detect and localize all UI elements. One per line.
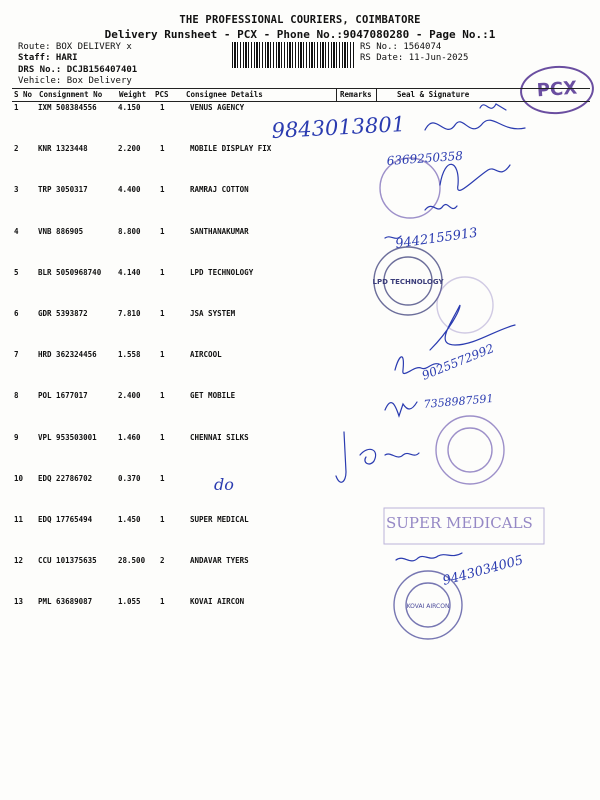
row-consignee: LPD TECHNOLOGY	[190, 267, 254, 277]
row-weight: 1.558	[118, 350, 141, 360]
handwritten-phone-row2: 6369250358	[386, 148, 464, 168]
handwritten-note-row10: do	[214, 475, 234, 494]
row-pcs: 1	[160, 597, 165, 607]
signature-row1	[425, 120, 525, 130]
handwritten-phone-row8: 7358987591	[423, 391, 494, 411]
row-sno: 7	[14, 350, 19, 360]
row-consignment-no: PML 63689087	[38, 597, 93, 607]
row-sno: 13	[14, 597, 24, 607]
col-sno: S No	[14, 90, 33, 99]
row-weight: 0.370	[118, 473, 141, 483]
row-consignment-no: BLR 5050968740	[38, 267, 102, 277]
col-consignee: Consignee Details	[186, 90, 263, 99]
handwritten-phone-row7: 9025572992	[419, 341, 496, 383]
row-consignee: JSA SYSTEM	[190, 309, 236, 318]
row-sno: 3	[14, 185, 19, 195]
row-consignee: SUPER MEDICAL	[190, 515, 249, 524]
signature-row3	[425, 204, 457, 210]
row-weight: 2.200	[118, 144, 141, 154]
row-sno: 9	[14, 432, 19, 442]
signature-row6	[430, 305, 515, 350]
row-sno: 4	[14, 226, 19, 236]
row-pcs: 1	[160, 350, 165, 360]
row-pcs: 1	[160, 144, 165, 154]
row-weight: 1.450	[118, 515, 141, 524]
row-consignee: VENUS AGENCY	[190, 103, 245, 112]
row-consignee: ANDAVAR TYERS	[190, 556, 249, 566]
row-sno: 5	[14, 267, 19, 277]
col-consignment: Consignment No	[39, 90, 103, 99]
row-pcs: 1	[160, 103, 165, 112]
row-consignment-no: KNR 1323448	[38, 144, 88, 154]
row-pcs: 1	[160, 185, 165, 195]
row-weight: 7.810	[118, 309, 141, 318]
row-sno: 10	[14, 473, 24, 483]
row-pcs: 1	[160, 309, 165, 318]
faint-stamp-row6	[437, 277, 493, 333]
row-consignment-no: IXM 508384556	[38, 103, 97, 112]
row-pcs: 1	[160, 473, 165, 483]
signature-row1-top	[480, 104, 506, 110]
row-consignee: RAMRAJ COTTON	[190, 185, 249, 195]
silks-stamp	[436, 416, 504, 484]
silks-stamp-inner	[448, 428, 492, 472]
row-consignment-no: VPL 953503001	[38, 432, 97, 442]
row-consignment-no: CCU 101375635	[38, 556, 97, 566]
kovai-stamp-text: KOVAI AIRCON	[406, 603, 450, 610]
row-sno: 1	[14, 103, 19, 112]
rs-number: RS No.: 1564074	[360, 42, 442, 52]
row-consignment-no: EDQ 22786702	[38, 473, 93, 483]
col-seal-signature: Seal & Signature	[397, 90, 470, 99]
super-medicals-stamp	[384, 508, 544, 544]
pcx-stamp: PCX	[518, 63, 595, 116]
staff-info: Staff: HARI	[18, 53, 78, 63]
handwritten-phone-row1: 9843013801	[271, 112, 406, 143]
row-sno: 11	[14, 515, 24, 524]
row-sno: 6	[14, 309, 19, 318]
row-pcs: 2	[160, 556, 165, 566]
row-pcs: 1	[160, 391, 165, 401]
row-consignment-no: POL 1677017	[38, 391, 88, 401]
col-pcs: PCS	[155, 90, 169, 99]
handwritten-phone-row4: 9442155913	[394, 225, 479, 252]
row-consignment-no: TRP 3050317	[38, 185, 88, 195]
route-info: Route: BOX DELIVERY x	[18, 42, 132, 52]
row-consignment-no: GDR 5393872	[38, 309, 88, 318]
row-consignee: AIRCOOL	[190, 350, 222, 360]
row-weight: 28.500	[118, 556, 146, 566]
col-weight: Weight	[119, 90, 147, 99]
handwritten-phone-row13: 9443034005	[441, 552, 525, 589]
signature-row2	[440, 164, 510, 190]
row-pcs: 1	[160, 432, 165, 442]
row-consignee: GET MOBILE	[190, 391, 236, 401]
super-medicals-text: SUPER MEDICALS	[386, 514, 533, 532]
row-weight: 4.140	[118, 267, 141, 277]
row-weight: 4.400	[118, 185, 141, 195]
row-consignee: CHENNAI SILKS	[190, 432, 249, 442]
row-pcs: 1	[160, 226, 165, 236]
row-consignment-no: VNB 886905	[38, 226, 84, 236]
row-consignment-no: HRD 362324456	[38, 350, 97, 360]
row-consignment-no: EDQ 17765494	[38, 515, 93, 524]
row-weight: 1.460	[118, 432, 141, 442]
col-remarks: Remarks	[340, 90, 372, 99]
row-weight: 1.055	[118, 597, 141, 607]
row-consignee: MOBILE DISPLAY FIX	[190, 144, 272, 154]
row-sno: 2	[14, 144, 19, 154]
row-consignee: SANTHANAKUMAR	[190, 226, 249, 236]
row-pcs: 1	[160, 515, 165, 524]
row-consignee: KOVAI AIRCON	[190, 597, 245, 607]
row-weight: 4.150	[118, 103, 141, 112]
company-title: THE PROFESSIONAL COURIERS, COIMBATORE	[179, 14, 421, 26]
row-pcs: 1	[160, 267, 165, 277]
lpd-stamp-text: LPD TECHNOLOGY	[372, 278, 444, 286]
signature-row10	[336, 432, 376, 482]
drs-info: DRS No.: DCJB156407401	[18, 65, 138, 75]
signature-row8	[385, 402, 417, 416]
rs-date: RS Date: 11-Jun-2025	[360, 53, 469, 63]
runsheet-title: Delivery Runsheet - PCX - Phone No.:9047080280 - Page No.:1	[104, 28, 496, 41]
vehicle-info: Vehicle: Box Delivery	[18, 76, 132, 86]
signature-row12	[396, 553, 462, 561]
row-sno: 12	[14, 556, 24, 566]
lpd-stamp	[372, 247, 444, 315]
row-weight: 2.400	[118, 391, 141, 401]
row-sno: 8	[14, 391, 19, 401]
signature-row9	[385, 453, 419, 457]
row-weight: 8.800	[118, 226, 141, 236]
